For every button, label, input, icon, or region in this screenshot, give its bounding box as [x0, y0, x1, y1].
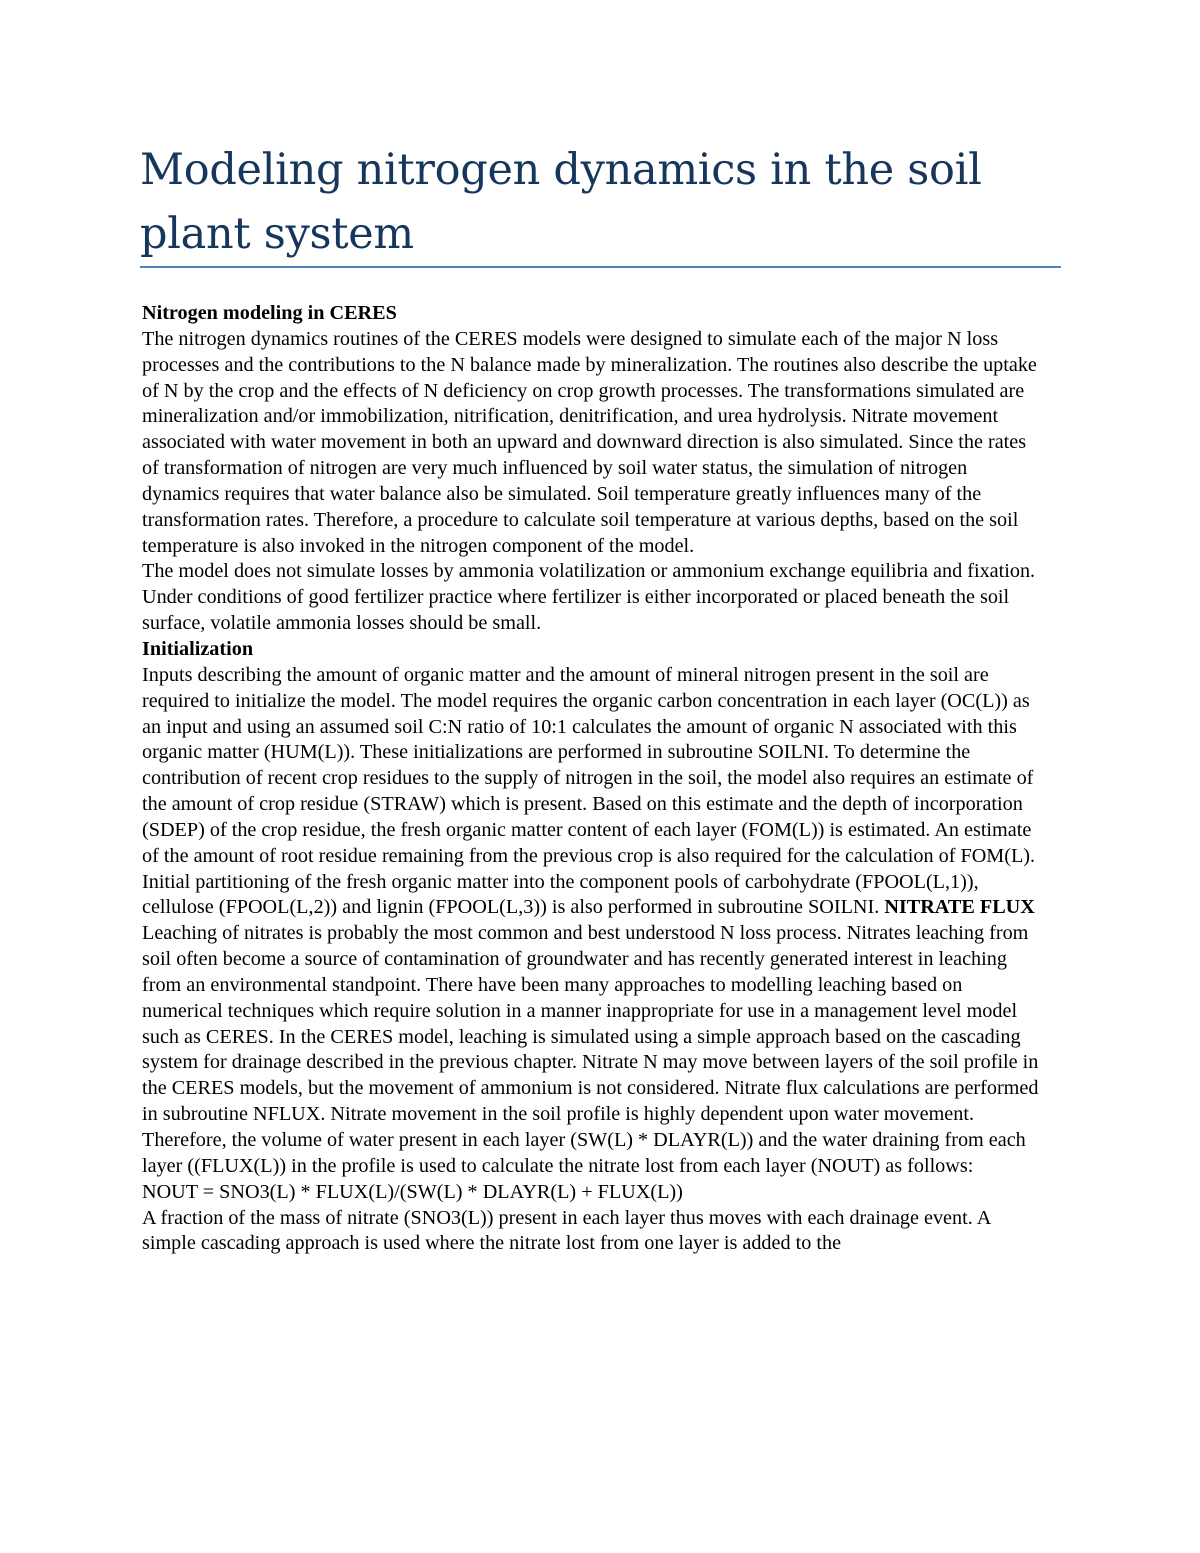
paragraph-nitrate-cascade: A fraction of the mass of nitrate (SNO3(L)) present in each layer thus moves with each drainage event. A simple cascading approach is used where the nitrate lost from one layer is added to the [142, 1206, 991, 1255]
paragraph-initialization-text: Inputs describing the amount of organic matter and the amount of mineral nitrogen present in the soil are required to initialize the model. The model requires the organic carbon concentration in each layer (OC(L)) as an input and using an assumed soil C:N ratio of 10:1 calculates the amount of organic N associated with this organic matter (HUM(L)). These initializations are performed in subroutine SOILNI. To determine the contribution of recent crop residues to the supply of nitrogen in the soil, the model also requires an estimate of the amount of crop residue (STRAW) which is present. Based on this estimate and the depth of incorporation (SDEP) of the crop residue, the fresh organic matter content of each layer (FOM(L)) is estimated. An estimate of the amount of root residue remaining from the previous crop is also required for the calculation of FOM(L). Initial partitioning of the fresh organic matter into the component pools of carbohydrate (FPOOL(L,1)), cellulose (FPOOL(L,2)) and lignin (FPOOL(L,3)) is also performed in subroutine SOILNI. [142, 663, 1036, 919]
section-heading-nitrate-flux: NITRATE FLUX [884, 896, 1035, 919]
paragraph-initialization [142, 663, 1042, 921]
section-heading-nitrogen-modeling: Nitrogen modeling in CERES [142, 302, 397, 324]
document-title: Modeling nitrogen dynamics in the soil plant system [140, 145, 982, 259]
section-heading-initialization: Initialization [142, 637, 254, 660]
title-divider [140, 266, 1061, 268]
paragraph-ceres-overview: The nitrogen dynamics routines of the CERES models were designed to simulate each of the major N loss processes and the contributions to the N balance made by mineralization. The routines also describe the uptake of N by the crop and the effects of N deficiency on crop growth processes. The transformations simulated are mineralization and/or immobilization, nitrification, denitrification, and urea hydrolysis. Nitrate movement associated with water movement in both an upward and downward direction is also simulated. Since the rates of transformation of nitrogen are very much influenced by soil water status, the simulation of nitrogen dynamics requires that water balance also be simulated. Soil temperature greatly influences many of the transformation rates. Therefore, a procedure to calculate soil temperature at various depths, based on the soil temperature is also invoked in the nitrogen component of the model. [142, 327, 1037, 557]
equation-nout: NOUT = SNO3(L) * FLUX(L)/(SW(L) * DLAYR(L) + FLUX(L)) [142, 1180, 683, 1203]
paragraph-nitrate-leaching: Leaching of nitrates is probably the most common and best understood N loss process. Nitrates leaching from soil often become a source of contamination of groundwater and has recently generated interest in leaching from an environmental standpoint. There have been many approaches to modelling leaching based on numerical techniques which require solution in a manner inappropriate for use in a management level model such as CERES. In the CERES model, leaching is simulated using a simple approach based on the cascading system for drainage described in the previous chapter. Nitrate N may move between layers of the soil profile in the CERES models, but the movement of ammonium is not considered. Nitrate flux calculations are performed in subroutine NFLUX. Nitrate movement in the soil profile is highly dependent upon water movement. Therefore, the volume of water present in each layer (SW(L) * DLAYR(L)) and the water draining from each layer ((FLUX(L)) in the profile is used to calculate the nitrate lost from each layer (NOUT) as follows: [142, 922, 1039, 1177]
paragraph-volatilization: The model does not simulate losses by ammonia volatilization or ammonium exchange equilibria and fixation. Under conditions of good fertilizer practice where fertilizer is either incorporated or placed beneath the soil surface, volatile ammonia losses should be small. [142, 560, 1036, 635]
document-body [142, 301, 1042, 1257]
